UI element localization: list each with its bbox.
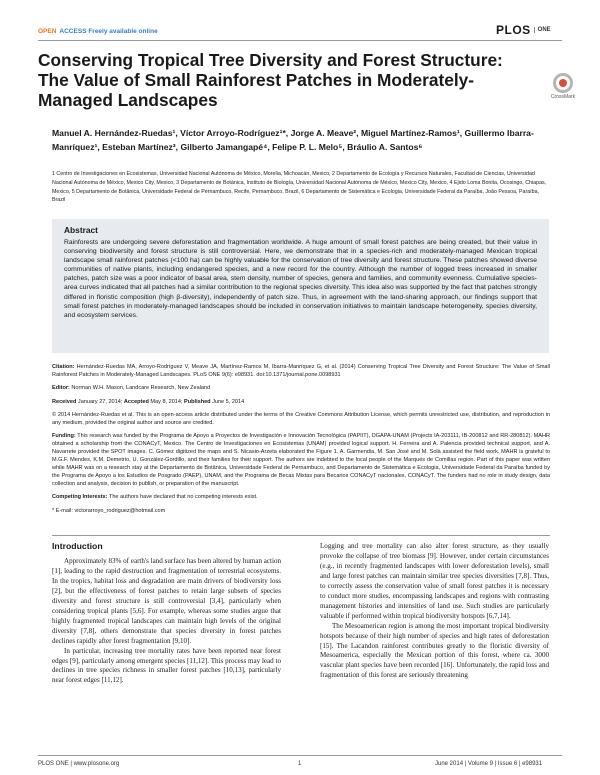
competing-interests-block	[52, 494, 550, 502]
author-list: Manuel A. Hernández-Ruedas¹, Víctor Arroyo-Rodríguez¹*, Jorge A. Meave², Miguel Martínez-Ramos¹, Guillermo Ibarra-Manríquez¹, Esteban Martínez³, Gilberto Jamangapé⁴, Felipe P. L. Melo⁵, Bráulio A. Santos⁶	[52, 128, 534, 152]
intro-paragraph-2: In particular, increasing tree mortality rates have been reported near forest edges [9], particularly among emergent species [11,12]. This process may lead to declines in tree species richness in smaller forest patches [10,13], particularly near forest edges [11,12].	[52, 646, 281, 685]
footer-journal[interactable]: PLOS ONE | www.plosone.org	[38, 761, 120, 767]
crossmark-badge[interactable]	[548, 73, 578, 100]
plos-one-logo	[496, 23, 551, 37]
accepted-date: May 8, 2014;	[150, 398, 183, 405]
published-date: June 5, 2014	[212, 398, 245, 405]
published-label: Published	[184, 398, 211, 405]
crossmark-icon	[553, 73, 573, 93]
footer-rule	[38, 755, 562, 756]
editor-block	[52, 385, 550, 393]
editor-label: Editor:	[52, 385, 70, 392]
intro-paragraph-1: Approximately 83% of earth's land surface has been altered by human action [1], leading to the rapid destruction and fragmentation of terrestrial ecosystems. In the tropics, habitat loss and degradation are main drivers of biodiversity loss [2], but the effectiveness of forest patches to retain large subsets of species diversity and forest structure is still controversial [3,4], particularly when considering tropical plants [5,6]. For example, whereas some studies argue that highly fragmented tropical landscapes can maintain high levels of the original diversity [7,8], others demonstrate that species diversity in forest patches declines rapidly after forest fragmentation [9,10].	[52, 557, 281, 645]
one-logo-word: ONE	[534, 27, 551, 33]
abstract-text: Rainforests are undergoing severe deforestation and fragmentation worldwide. A huge amount of small forest patches are being created, but their value in conserving biodiversity and forest structure is still controversial. Here, we demonstrate that in a species-rich and moderately-managed Mexican tropical landscape small rainforest patches (<100 ha) can be highly valuable for the conservation of tree diversity and forest structure. These patches showed diverse communities of native plants, including endangered species, and a new record for the country. Although the number of logged trees increased in smaller patches, patch size was a poor indicator of basal area, stem density, number of species, genera and families, and community evenness. Cumulative species-area curves indicated that all patches had a similar contribution to the regional species diversity. This idea also was supported by the fact that patches strongly differed in floristic composition (high β-diversity), independently of patch size. Thus, in agreement with the land-sharing approach, our findings support that small forest patches in moderately-managed landscapes should be included in conservation initiatives to maintain landscape heterogeneity, species diversity, and ecosystem services.	[64, 239, 537, 319]
affiliations: 1 Centro de Investigaciones en Ecosistemas, Universidad Nacional Autónoma de México, Morelia, Michoacán, Mexico, 2 Departamento de Ecología y Recursos Naturales, Facultad de Ciencias, Universidad Nacional Autónoma de México, Mexico City, Mexico, 3 Departamento de Botánica, Instituto de Biología, Universidad Nacional Autónoma de México, Mexico City, Mexico, 4 Ejido Loma Bonita, Ocosingo, Chiapas, Mexico, 5 Departamento de Botânica, Universidade Federal de Pernambuco, Recife, Pernambuco, Brazil, 6 Departamento de Sistemática e Ecologia, Universidade Federal da Paraíba, João Pessoa, Paraíba, Brazil	[52, 171, 547, 204]
email-block	[52, 508, 550, 516]
article-metadata	[52, 364, 550, 521]
received-label: Received	[52, 398, 77, 405]
accepted-label: Accepted	[123, 398, 149, 405]
editor-text: Norman W.H. Mason, Landcare Research, New Zealand	[71, 385, 211, 392]
intro-paragraph-4: The Mesoamerican region is among the most important tropical biodiversity hotspots because of their high number of species and high rates of deforestation [15]. The Lacandon rainforest contributes greatly to the floristic diversity of Mesoamerica, especially the Mexican portion of this forest, where ca. 3000 vascular plant species have been recorded [16]. Unfortunately, the rapid loss and fragmentation of this forest are seriously threatening	[320, 621, 549, 680]
citation-block	[52, 364, 550, 380]
funding-text: This research was funded by the Programa de Apoyo a Proyectos de Investigación e Innovación Tecnológica (PAPIIT), DGAPA-UNAM (Projects IA-203111, IB-200812 and RR-280812). MAHR obtained a scholarship from the CONACyT, Mexico. The Centro de Investigaciones en Ecosistemas (UNAM) provided logical support. H. Ferreira and A. Palencia provided technical support, and A. Navarrete provided the SPOT images. C. Gómez digitized the maps and S. Nicasio-Arzeta elaborated the Figure 1. A. Garmendia, M. San José and M. Solà assisted the field work. MAHR is grateful to M.G.F. Mendes, K.M. Demetrio, U. González-Gordillo, and their families for their support. The authors are indebted to the local people of the Marqués de Comillas region. Part of this paper was written while MAHR was on a research stay at the Departamento de Botânica, Universidade Federal de Pernambuco, and Departamento de Sistemática e Ecologia, Universidade Federal da Paraíba funded by the Programa de Apoyo a los Estudios de Posgrado (PAEP), UNAM, and the Programa de Becas Mixtas para Becarios CONACyT nacionales, CONACyT. The funders had no role in study design, data collection and analysis, decision to publish, or preparation of the manuscript.	[52, 433, 550, 487]
abstract-box	[52, 219, 549, 353]
copyright-text: © 2014 Hernández-Ruedas et al. This is an open-access article distributed under the terms of the Creative Commons Attribution License, which permits unrestricted use, distribution, and reproduction in any medium, provided the original author and source are credited.	[52, 412, 550, 427]
intro-paragraph-3: Logging and tree mortality can also alter forest structure, as they usually provoke the collapse of tree biomass [9]. However, under certain circumstances (e.g., in recently fragmented landscapes with lower deforestation levels), small and large forest patches can maintain similar tree species diversities [7,8]. Thus, to correctly assess the conservation value of small forest patches it is necessary to conduct more studies, encompassing landscapes and regions with contrasting management histories and intensities of land use. Such studies are particularly valuable if performed within tropical biodiversity hotspots [6,7,14].	[320, 542, 549, 620]
open-access-banner	[38, 28, 158, 35]
article-title: Conserving Tropical Tree Diversity and Forest Structure: The Value of Small Rainforest Patches in Moderately-Managed Landscapes	[38, 50, 503, 110]
header-rule	[38, 40, 562, 41]
body-column-right	[320, 542, 549, 681]
introduction-heading: Introduction	[52, 541, 103, 551]
corresponding-email[interactable]: * E-mail: victorarroyo_rodriguez@hotmail.com	[52, 507, 166, 514]
competing-label: Competing Interests:	[52, 494, 108, 501]
received-date: January 27, 2014;	[77, 398, 123, 405]
citation-text: Hernández-Ruedas MA, Arroyo-Rodríguez V, Meave JA, Martínez-Ramos M, Ibarra-Manríquez G, et al. (2014) Conserving Tropical Tree Diversity and Forest Structure: The Value of Small Rainforest Patches in Moderately-Managed Landscapes. PLoS ONE 9(6): e98931. doi:10.1371/journal.pone.0098931	[52, 364, 550, 378]
plos-logo-word: PLOS	[496, 23, 531, 37]
open-access-label: OPEN	[38, 28, 57, 35]
dates-block	[52, 399, 550, 407]
section-rule	[52, 535, 550, 536]
copyright-block	[52, 412, 550, 428]
footer-page-number: 1	[298, 761, 302, 767]
competing-text: The authors have declared that no competing interests exist.	[108, 494, 258, 501]
open-access-text: ACCESS Freely available online	[59, 28, 158, 35]
funding-block	[52, 433, 550, 488]
footer-issue: June 2014 | Volume 9 | Issue 6 | e98931	[435, 761, 543, 767]
body-column-left	[52, 557, 281, 686]
crossmark-label: CrossMark	[550, 94, 576, 100]
funding-label: Funding:	[52, 433, 76, 440]
abstract-heading: Abstract	[64, 225, 98, 235]
citation-label: Citation:	[52, 364, 75, 370]
